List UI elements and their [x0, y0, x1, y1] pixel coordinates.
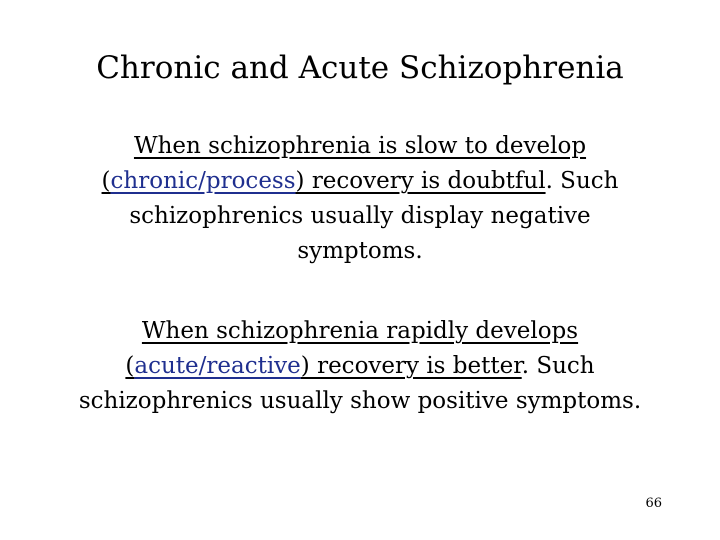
underlined-text: (	[101, 168, 111, 194]
underlined-text: When schizophrenia rapidly develops	[141, 318, 579, 344]
underlined-text: ) recovery is better	[300, 353, 522, 379]
paragraph-line	[0, 314, 720, 349]
plain-text: schizophrenics usually display negative	[129, 203, 591, 229]
paragraph-line	[0, 199, 720, 234]
paragraph-line	[0, 384, 720, 419]
plain-text: . Such	[521, 353, 595, 379]
page-number: 66	[645, 496, 662, 511]
paragraph-acute	[0, 314, 720, 419]
underlined-text: (	[125, 353, 135, 379]
paragraph-chronic	[0, 129, 720, 269]
paragraph-line	[0, 129, 720, 164]
plain-text: . Such	[545, 168, 619, 194]
term-acute-reactive: acute/reactive	[134, 353, 301, 379]
slide-title: Chronic and Acute Schizophrenia	[96, 50, 624, 86]
underlined-text: ) recovery is doubtful	[295, 168, 546, 194]
paragraph-line	[0, 349, 720, 384]
plain-text: schizophrenics usually show positive symptoms.	[78, 388, 642, 414]
underlined-text: When schizophrenia is slow to develop	[133, 133, 587, 159]
term-chronic-process: chronic/process	[110, 168, 296, 194]
paragraph-line	[0, 164, 720, 199]
plain-text: symptoms.	[297, 238, 423, 264]
paragraph-line	[0, 234, 720, 269]
